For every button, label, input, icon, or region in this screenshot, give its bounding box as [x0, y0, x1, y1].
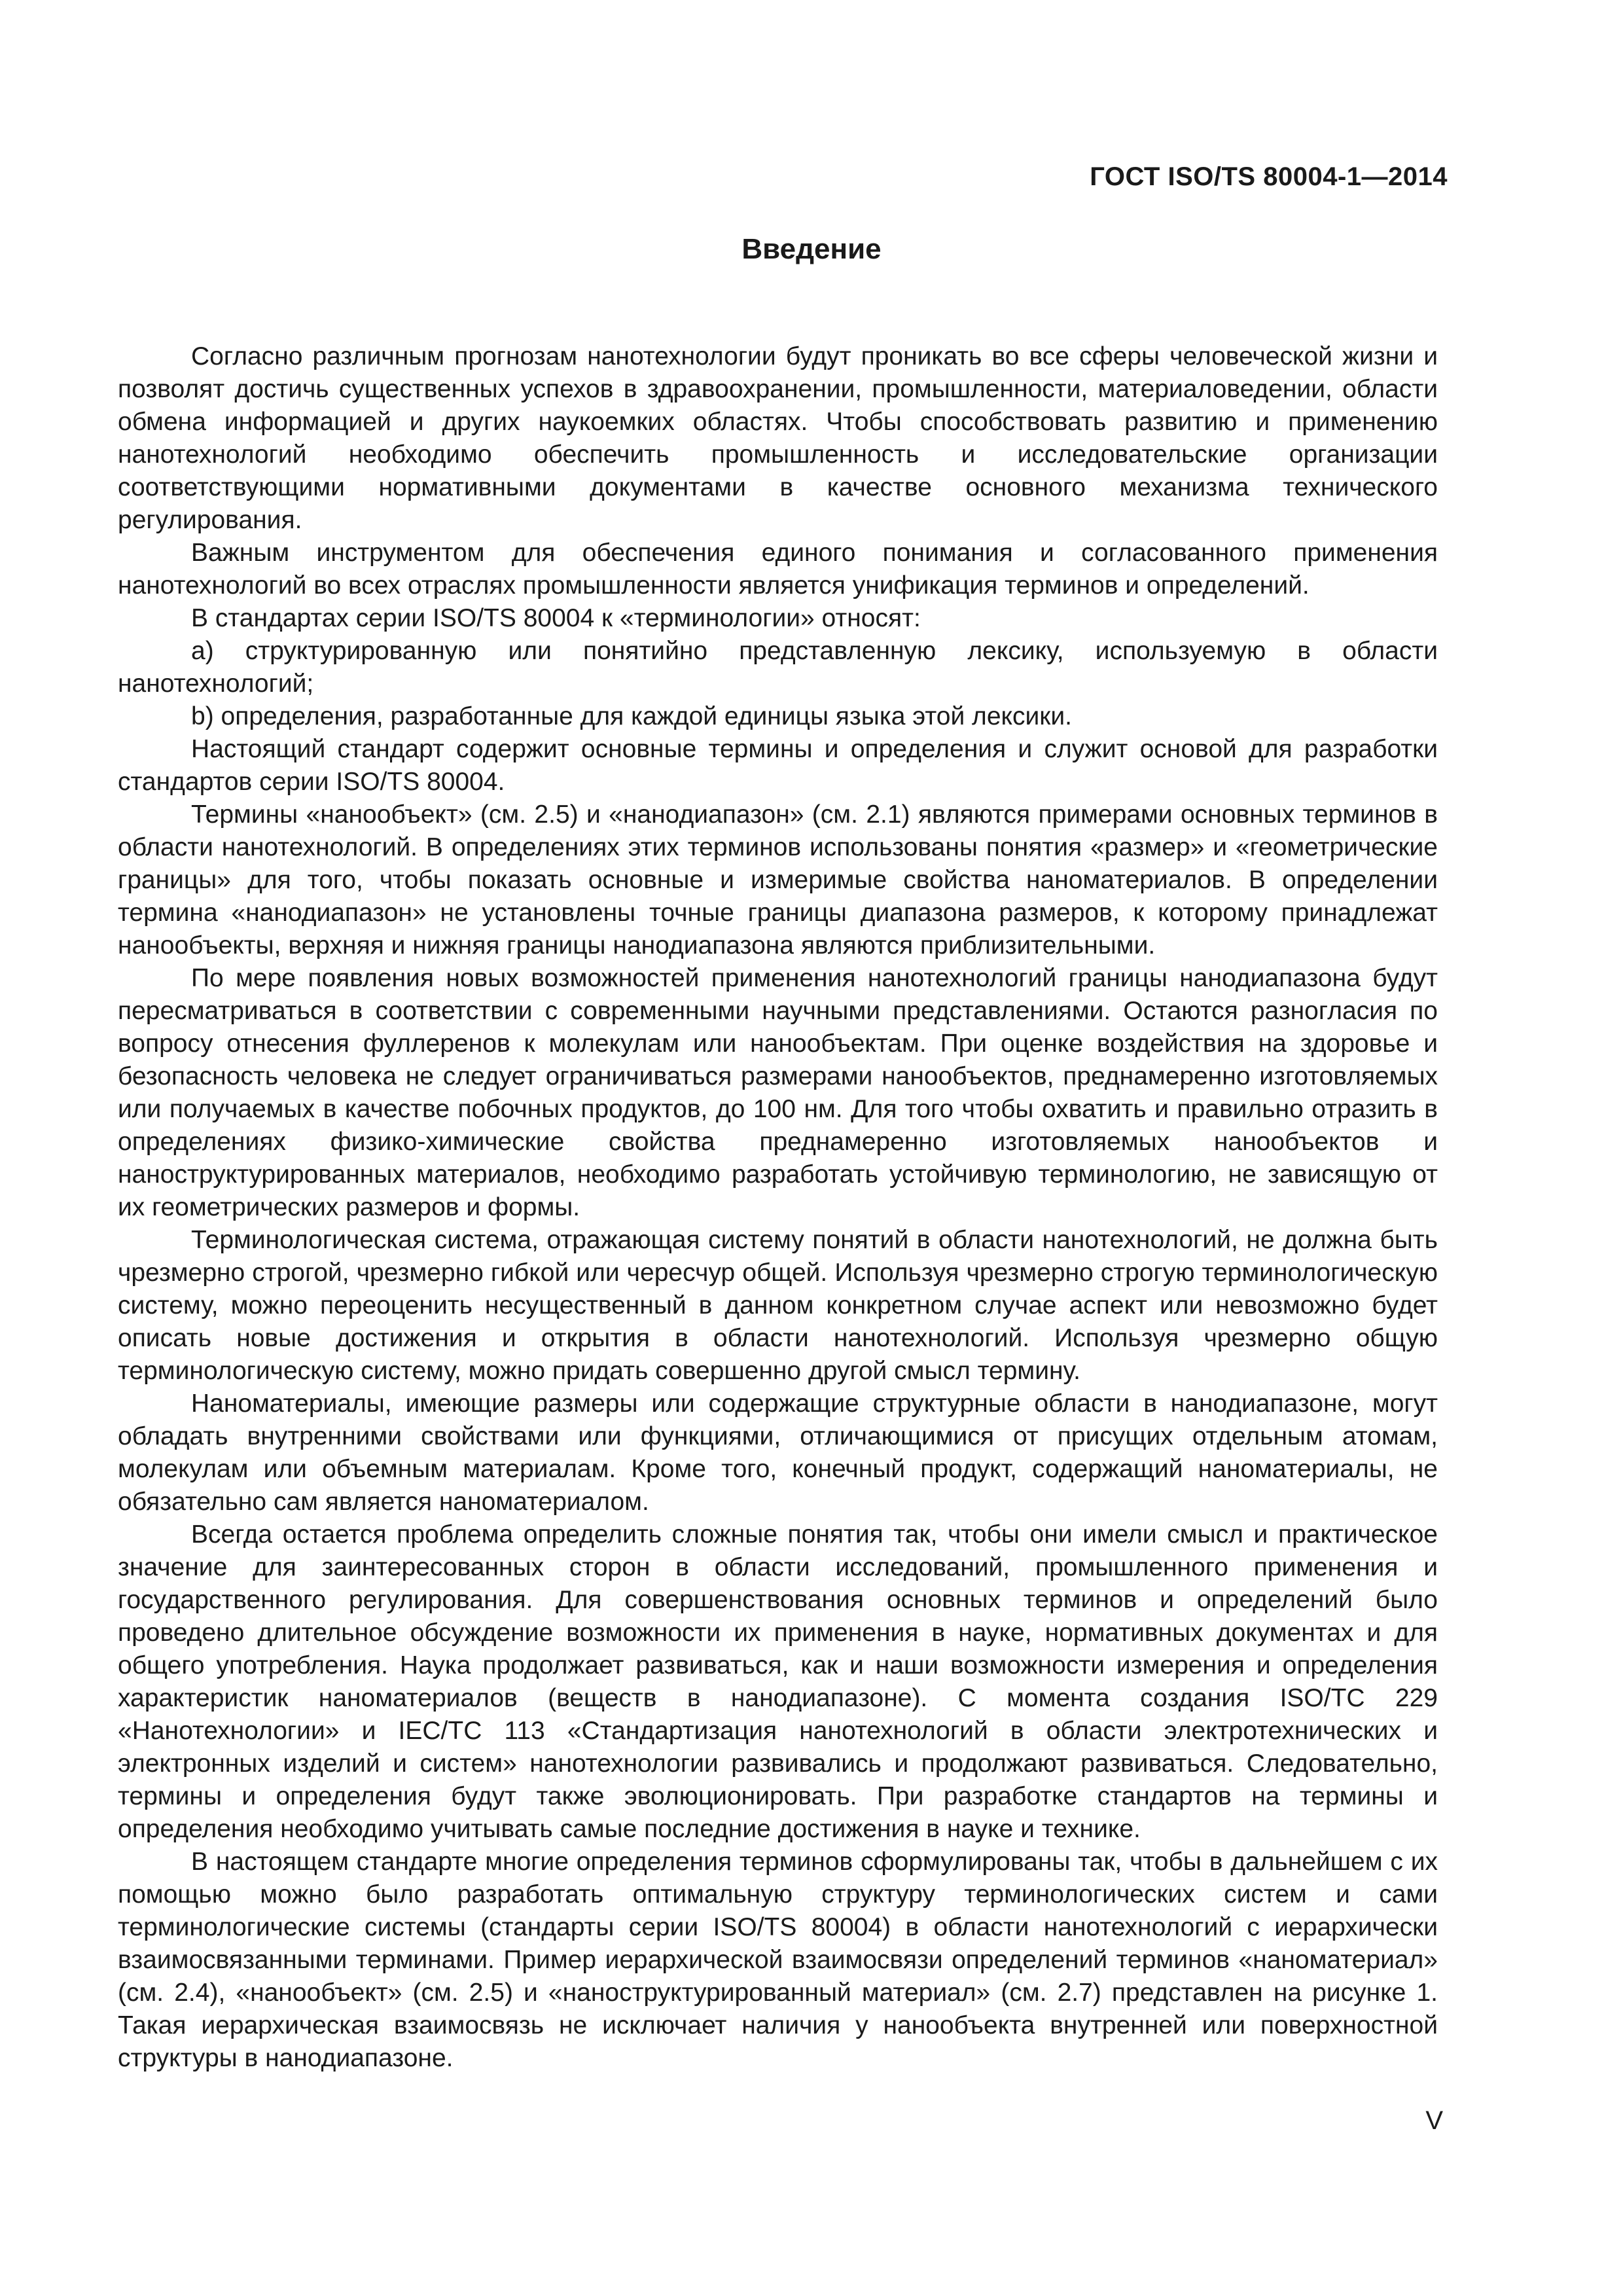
paragraph: Термины «нанообъект» (см. 2.5) и «нанодиапазон» (см. 2.1) являются примерами основных терминов в области нанотехнологий. В определениях этих терминов использованы понятия «размер» и «геометрические границы» для того, чтобы показать основные и измеримые свойства наноматериалов. В определении термина «нанодиапазон» не установлены точные границы диапазона размеров, к которому принадлежат нанообъекты, верхняя и нижняя границы нанодиапазона являются приблизительными. — [118, 800, 1438, 960]
section-title: Введение — [741, 233, 882, 265]
list-item-a: a) структурированную или понятийно представленную лексику, используемую в области нанотехнологий; — [118, 637, 1438, 698]
standard-code-header: ГОСТ ISO/TS 80004-1—2014 — [1090, 162, 1448, 191]
list-item-b: b) определения, разработанные для каждой единицы языка этой лексики. — [191, 702, 1072, 730]
paragraph: Терминологическая система, отражающая систему понятий в области нанотехнологий, не должна быть чрезмерно строгой, чрезмерно гибкой или чересчур общей. Используя чрезмерно строгую терминологическую систему, можно переоценить несущественный в данном конкретном случае аспект или невозможно будет описать новые достижения и открытия в области нанотехнологий. Используя чрезмерно общую терминологическую систему, можно придать совершенно другой смысл термину. — [118, 1226, 1438, 1385]
paragraph: Важным инструментом для обеспечения единого понимания и согласованного применения нанотехнологий во всех отраслях промышленности является унификация терминов и определений. — [118, 539, 1438, 600]
page-number: V — [1425, 2106, 1443, 2135]
paragraph: В настоящем стандарте многие определения терминов сформулированы так, чтобы в дальнейшем с их помощью можно было разработать оптимальную структуру терминологических систем и сами терминологические системы (стандарты серии ISO/TS 80004) в области нанотехнологий с иерархически взаимосвязанными терминами. Пример иерархической взаимосвязи определений терминов «наноматериал» (см. 2.4), «нанообъект» (см. 2.5) и «наноструктурированный материал» (см. 2.7) представлен на рисунке 1. Такая иерархическая взаимосвязь не исключает наличия у нанообъекта внутренней или поверхностной структуры в нанодиапазоне. — [118, 1848, 1438, 2072]
paragraph: В стандартах серии ISO/TS 80004 к «терминологии» относят: — [191, 604, 921, 632]
introduction-body — [118, 340, 1438, 2075]
paragraph: По мере появления новых возможностей применения нанотехнологий границы нанодиапазона будут пересматриваться в соответствии с современными научными представлениями. Остаются разногласия по вопросу отнесения фуллеренов к молекулам или нанообъектам. При оценке воздействия на здоровье и безопасность человека не следует ограничиваться размерами нанообъектов, преднамеренно изготовляемых или получаемых в качестве побочных продуктов, до 100 нм. Для того чтобы охватить и правильно отразить в определениях физико-химические свойства преднамеренно изготовляемых нанообъектов и наноструктурированных материалов, необходимо разработать устойчивую терминологию, не зависящую от их геометрических размеров и формы. — [118, 964, 1438, 1221]
paragraph: Согласно различным прогнозам нанотехнологии будут проникать во все сферы человеческой жизни и позволят достичь существенных успехов в здравоохранении, промышленности, материаловедении, области обмена информацией и других наукоемких областях. Чтобы способствовать развитию и применению нанотехнологий необходимо обеспечить промышленность и исследовательские организации соответствующими нормативными документами в качестве основного механизма технического регулирования. — [118, 342, 1438, 534]
paragraph: Всегда остается проблема определить сложные понятия так, чтобы они имели смысл и практическое значение для заинтересованных сторон в области исследований, промышленного применения и государственного регулирования. Для совершенствования основных терминов и определений было проведено длительное обсуждение возможности их применения в науке, нормативных документах и для общего употребления. Наука продолжает развиваться, как и наши возможности измерения и определения характеристик наноматериалов (веществ в нанодиапазоне). С момента создания ISO/TC 229 «Нанотехнологии» и IEC/TC 113 «Стандартизация нанотехнологий в области электротехнических и электронных изделий и систем» нанотехнологии развивались и продолжают развиваться. Следовательно, термины и определения будут также эволюционировать. При разработке стандартов на термины и определения необходимо учитывать самые последние достижения в науке и технике. — [118, 1520, 1438, 1843]
paragraph: Настоящий стандарт содержит основные термины и определения и служит основой для разработки стандартов серии ISO/TS 80004. — [118, 735, 1438, 796]
paragraph: Наноматериалы, имеющие размеры или содержащие структурные области в нанодиапазоне, могут обладать внутренними свойствами или функциями, отличающимися от присущих отдельным атомам, молекулам или объемным материалам. Кроме того, конечный продукт, содержащий наноматериалы, не обязательно сам является наноматериалом. — [118, 1390, 1438, 1516]
